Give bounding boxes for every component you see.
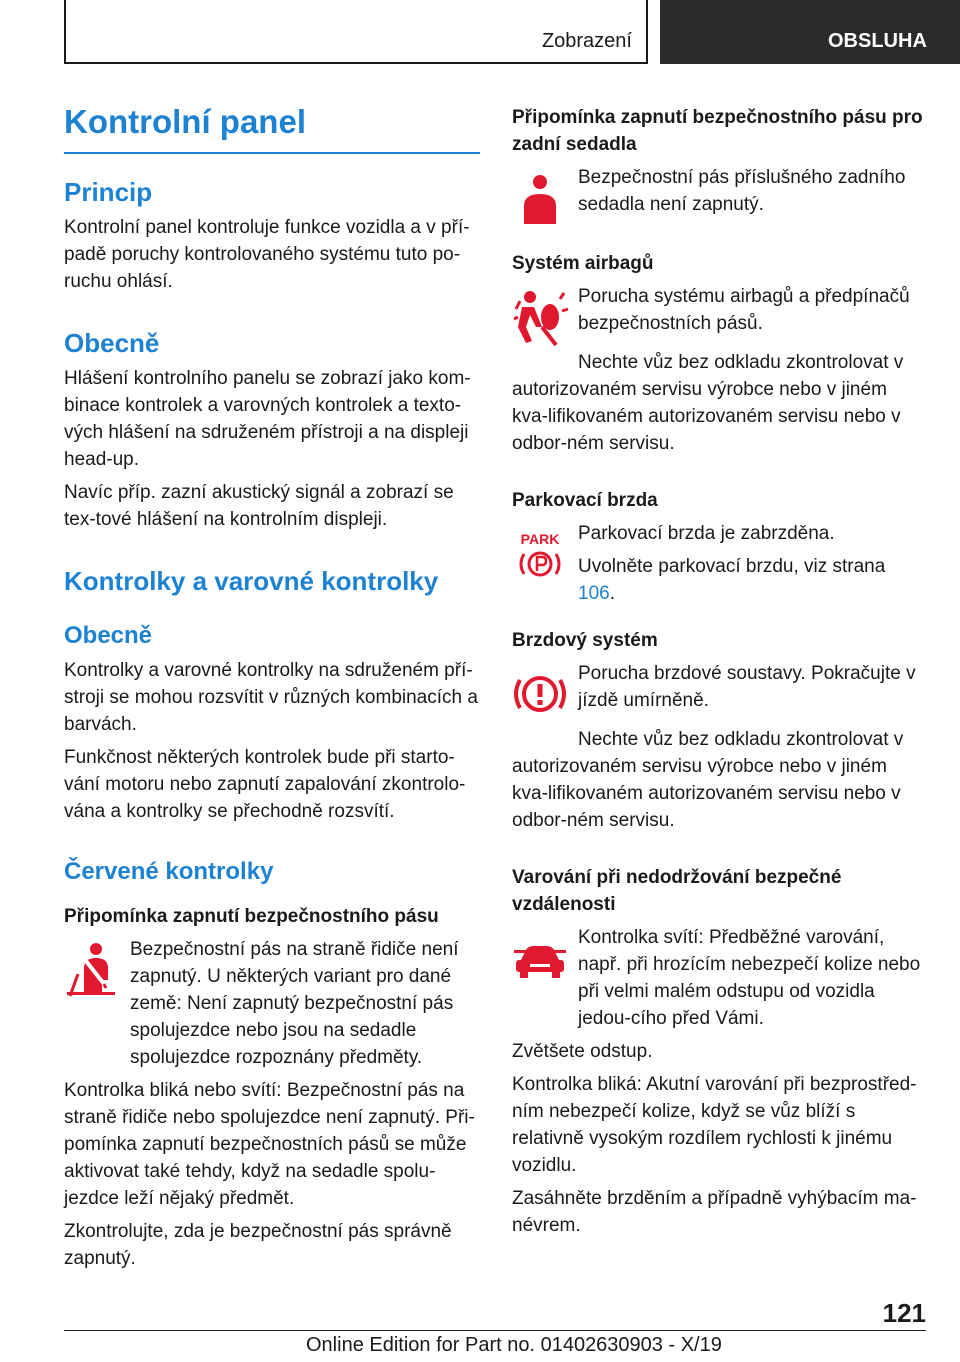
princip-text: Kontrolní panel kontroluje funkce vozidla a v pří-padě poruchy kontrolovaného systému tuto po-ruchu ohlásí. bbox=[64, 217, 470, 292]
heading-obecne-2: Obecně bbox=[64, 622, 153, 649]
vzd-text-3: Kontrolka bliká: Akutní varování při bezprostřed-ním nebezpečí kolize, když se vůz blíží s relativně vysokým rozdílem rychlosti k jinému vozidlu. bbox=[512, 1074, 917, 1176]
page-title: Kontrolní panel bbox=[64, 103, 306, 140]
obecne2-text-1: Kontrolky a varovné kontrolky na sdruženém pří-stroji se mohou rozsvítit v různých kombinacích a barvách. bbox=[64, 660, 478, 735]
heading-airbag: Systém airbagů bbox=[512, 253, 654, 274]
heading-vzdalenost: Varování při nedodržování bezpečné vzdálenosti bbox=[512, 867, 842, 915]
header-section-box bbox=[64, 0, 648, 64]
obecne-text-2: Navíc příp. zazní akustický signál a zobrazí se tex-tové hlášení na kontrolním displeji. bbox=[64, 482, 454, 530]
pas-warning-row bbox=[64, 936, 480, 1071]
seatbelt-icon bbox=[64, 940, 120, 1000]
page-106-link[interactable]: 106 bbox=[578, 583, 610, 604]
pas-text-3: Zkontrolujte, zda je bezpečnostní pás správně zapnutý. bbox=[64, 1221, 452, 1269]
airbag-text-1: Porucha systému airbagů a předpínačů bezpečnostních pásů. bbox=[578, 286, 910, 334]
pas-text-2: Kontrolka bliká nebo svítí: Bezpečnostní pás na straně řidiče nebo spolujezdce není zapnutý. Při-pomínka zapnutí bezpečnostních pásů se může aktivovat také tehdy, když na sedadle spolu-jezdce leží nějaký předmět. bbox=[64, 1080, 475, 1209]
park-icon-label: PARK bbox=[520, 531, 560, 547]
brzd-text-1: Porucha brzdové soustavy. Pokračujte v jízdě umírněně. bbox=[578, 663, 916, 711]
title-rule bbox=[64, 152, 480, 154]
heading-zadni: Připomínka zapnutí bezpečnostního pásu pro zadní sedadla bbox=[512, 107, 923, 155]
obecne-text-1: Hlášení kontrolního panelu se zobrazí jako kom-binace kontrolek a varovných kontrolek a texto-vých hlášení na sdruženém přístroji a na displeji head-up. bbox=[64, 368, 471, 470]
park-row bbox=[512, 520, 926, 607]
brzd-text-2: Nechte vůz bez odkladu zkontrolovat v autorizovaném servisu výrobce nebo v jiném kva-lifikovaném autorizovaném servisu nebo v odbor-ném servisu. bbox=[512, 729, 904, 831]
pas-text-1: Bezpečnostní pás na straně řidiče není zapnutý. U některých variant pro dané země: Není zapnutý bezpečnostní pás spolujezdce nebo jsou na sedadle spolujezdce rozpoznány předměty. bbox=[130, 939, 459, 1068]
park-text-2: Uvolněte parkovací brzdu, viz strana 106. bbox=[578, 556, 886, 604]
airbag-text-2: Nechte vůz bez odkladu zkontrolovat v autorizovaném servisu výrobce nebo v jiném kva-lifikovaném autorizovaném servisu nebo v odbor-ném servisu. bbox=[512, 352, 904, 454]
airbag-row bbox=[512, 283, 926, 349]
park-text-1: Parkovací brzda je zabrzděna. bbox=[578, 523, 835, 544]
heading-kontrolky: Kontrolky a varovné kontrolky bbox=[64, 566, 439, 596]
brake-warning-icon bbox=[512, 664, 568, 724]
vzd-text-2: Zvětšete odstup. bbox=[512, 1041, 653, 1062]
heading-princip: Princip bbox=[64, 177, 153, 207]
park-text-2-body: Uvolněte parkovací brzdu, viz strana bbox=[578, 556, 886, 577]
heading-pas: Připomínka zapnutí bezpečnostního pásu bbox=[64, 906, 439, 927]
distance-warning-icon bbox=[512, 928, 568, 988]
zadni-row bbox=[512, 164, 926, 230]
right-column bbox=[512, 104, 926, 1245]
heading-park: Parkovací brzda bbox=[512, 490, 658, 511]
left-column bbox=[64, 100, 480, 1278]
airbag-icon bbox=[512, 287, 568, 347]
obecne2-text-2: Funkčnost některých kontrolek bude při starto-vání motoru nebo zapnutí zapalování zkontrolo-vána a kontrolky se přechodně rozsvítí. bbox=[64, 747, 466, 822]
header-chapter-tab: OBSLUHA bbox=[660, 0, 960, 64]
parking-brake-icon bbox=[512, 524, 568, 584]
footer-rule bbox=[64, 1330, 926, 1331]
rear-seatbelt-icon bbox=[512, 168, 568, 228]
zadni-text: Bezpečnostní pás příslušného zadního sedadla není zapnutý. bbox=[578, 167, 906, 215]
page-number: 121 bbox=[882, 1298, 926, 1328]
brzd-row bbox=[512, 660, 926, 726]
vzd-text-1: Kontrolka svítí: Předběžné varování, např. při hrozícím nebezpečí kolize nebo při velmi malém odstupu od vozidla jedou-cího před Vámi. bbox=[578, 927, 921, 1029]
header-section-title: Zobrazení bbox=[541, 30, 632, 52]
heading-cervene: Červené kontrolky bbox=[64, 858, 274, 885]
vzd-text-4: Zasáhněte brzděním a případně vyhýbacím ma-névrem. bbox=[512, 1188, 917, 1236]
edition-text: Online Edition for Part no. 01402630903 - X/19 bbox=[306, 1334, 722, 1356]
vzd-row bbox=[512, 924, 926, 1032]
heading-brzd: Brzdový systém bbox=[512, 630, 658, 651]
heading-obecne: Obecně bbox=[64, 328, 160, 358]
